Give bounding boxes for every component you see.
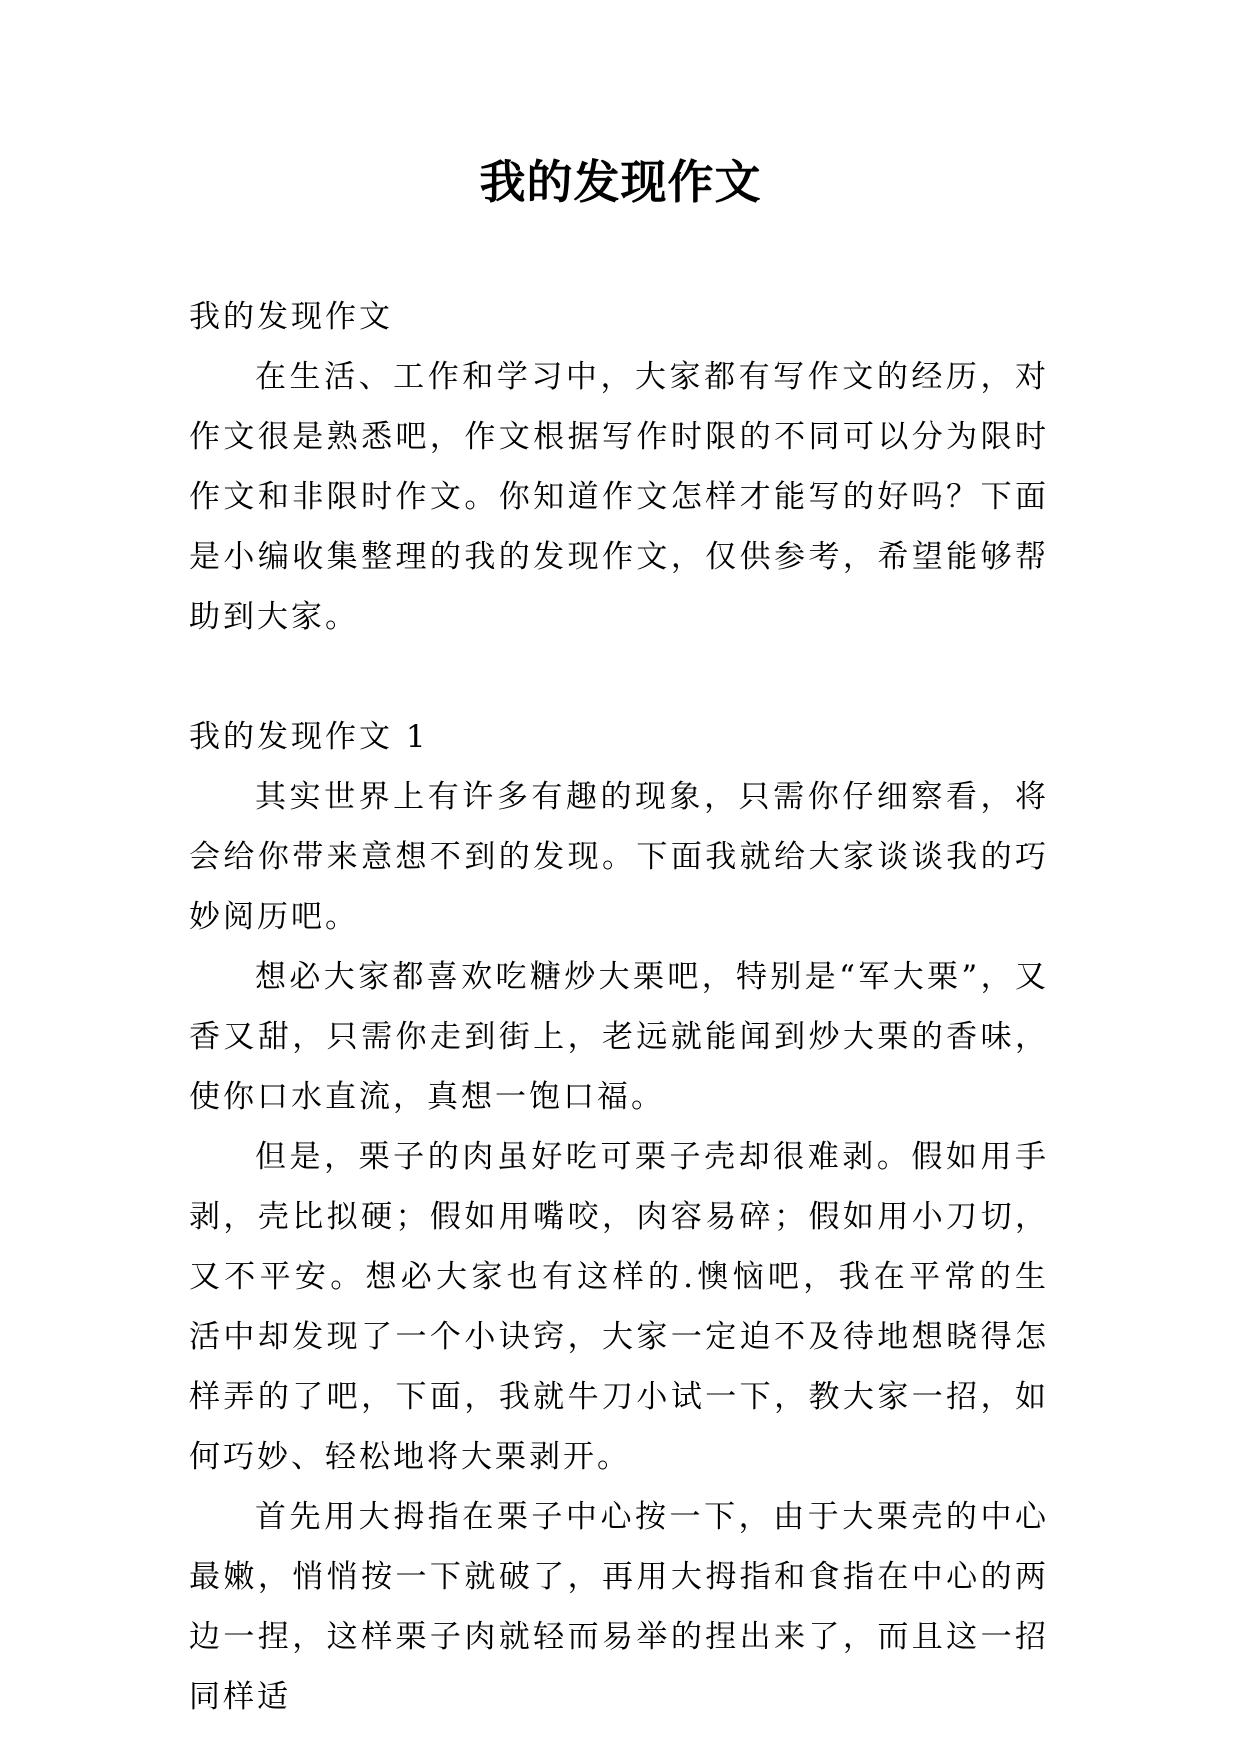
intro-heading: 我的发现作文 (189, 299, 393, 335)
body-paragraph: 想必大家都喜欢吃糖炒大栗吧，特别是“军大栗”，又香又甜，只需你走到街上，老远就能闻到炒大栗的香味，使你口水直流，真想一饱口福。 (189, 959, 1049, 1115)
section-spacer (189, 647, 1049, 707)
body-paragraph: 首先用大拇指在栗子中心按一下，由于大栗壳的中心最嫩，悄悄按一下就破了，再用大拇指和食指在中心的两边一捏，这样栗子肉就轻而易举的捏出来了，而且这一招同样适 (189, 1499, 1049, 1715)
body-paragraph: 其实世界上有许多有趣的现象，只需你仔细察看，将会给你带来意想不到的发现。下面我就给大家谈谈我的巧妙阅历吧。 (189, 779, 1049, 935)
section-heading: 我的发现作文 1 (189, 719, 429, 755)
document-title: 我的发现作文 (479, 155, 762, 209)
body-paragraph: 但是，栗子的肉虽好吃可栗子壳却很难剥。假如用手剥，壳比拟硬；假如用嘴咬，肉容易碎；假如用小刀切，又不平安。想必大家也有这样的.懊恼吧，我在平常的生活中却发现了一个小诀窍，大家一定迫不及待地想晓得怎样弄的了吧，下面，我就牛刀小试一下，教大家一招，如何巧妙、轻松地将大栗剥开。 (189, 1139, 1049, 1475)
intro-paragraph: 在生活、工作和学习中，大家都有写作文的经历，对作文很是熟悉吧，作文根据写作时限的不同可以分为限时作文和非限时作文。你知道作文怎样才能写的好吗？下面是小编收集整理的我的发现作文，仅供参考，希望能够帮助到大家。 (189, 359, 1049, 635)
document-body (189, 287, 1049, 1727)
